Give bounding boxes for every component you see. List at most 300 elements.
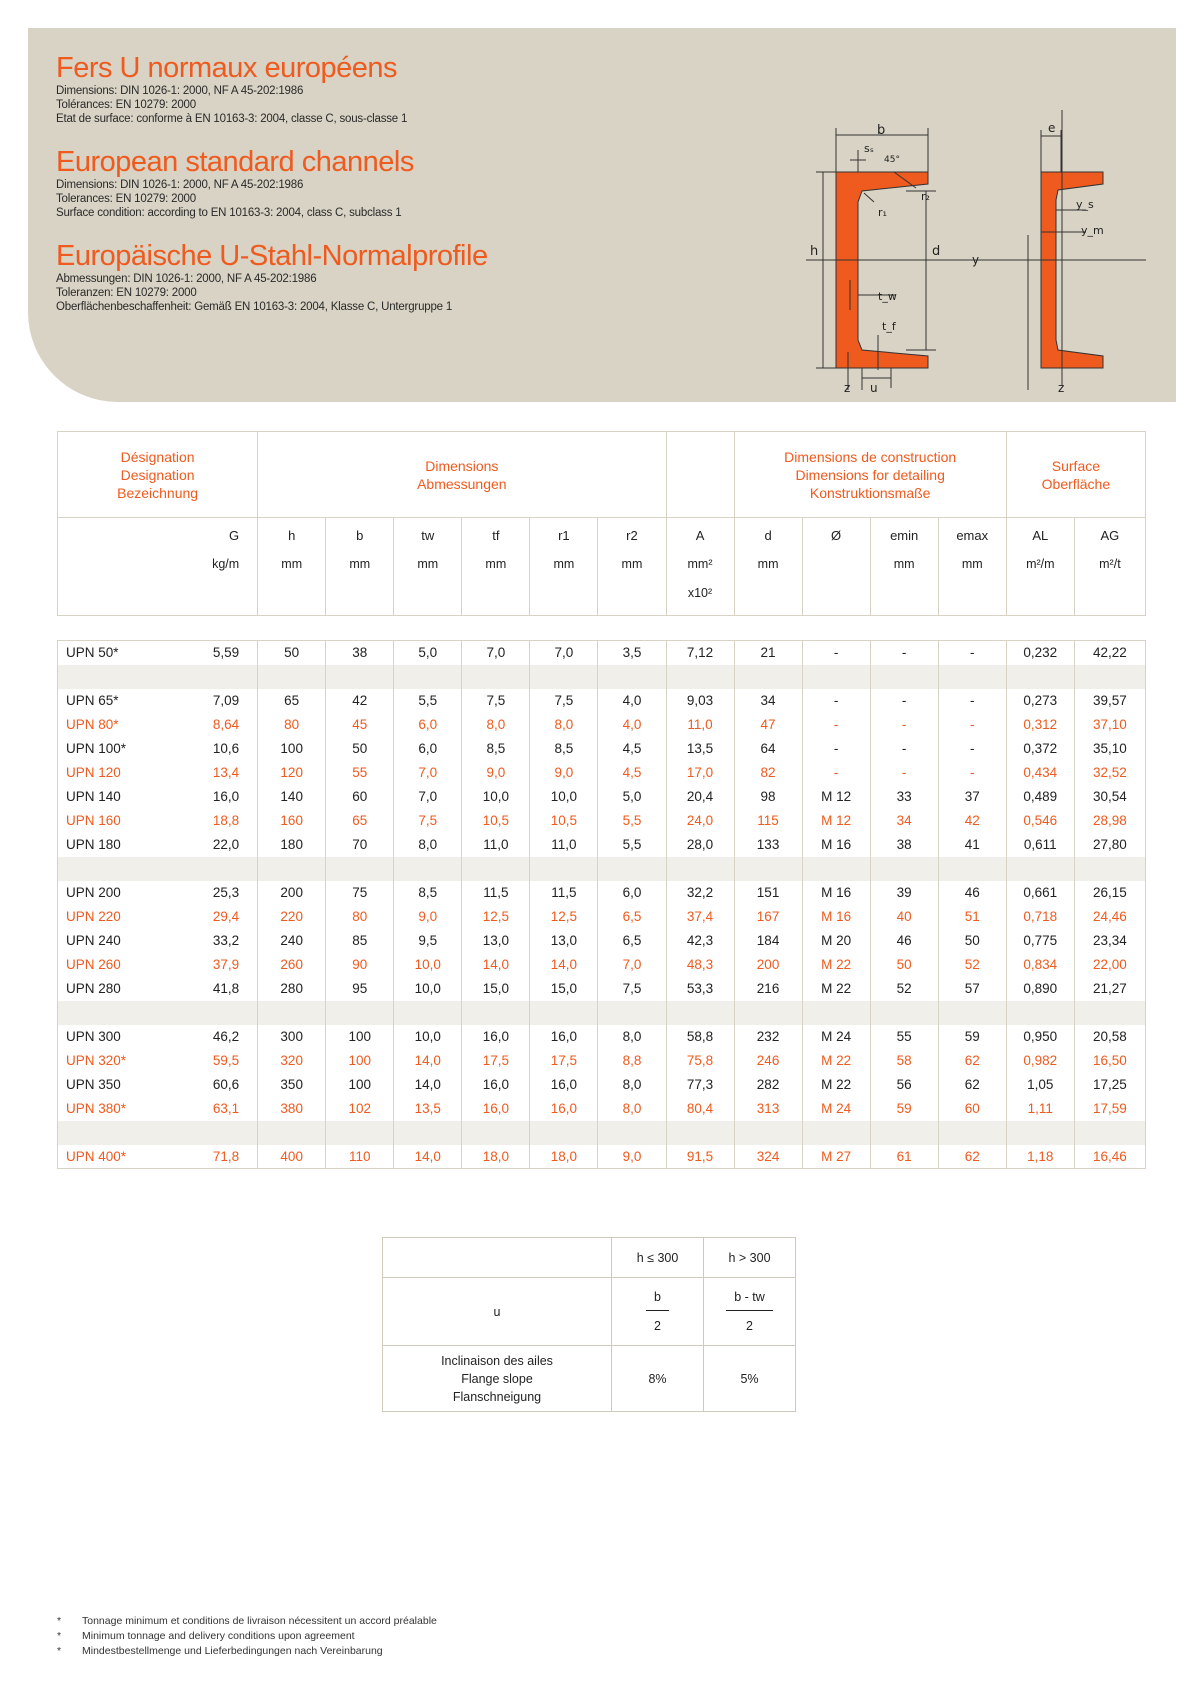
cell-o: - — [802, 737, 870, 761]
footnotes — [57, 1614, 437, 1659]
label-y: y — [972, 253, 980, 267]
cell-tw: 14,0 — [394, 1049, 462, 1073]
column-unit: mm — [553, 557, 575, 571]
gap-cell — [938, 857, 1006, 881]
cell-emax: 51 — [938, 905, 1006, 929]
label-tw: t_w — [878, 290, 897, 303]
label-ss: sₛ — [864, 142, 874, 155]
column-symbol: b — [356, 528, 364, 543]
table-row — [58, 737, 1146, 761]
cell-name: UPN 400* — [58, 1145, 156, 1169]
gap-cell — [666, 665, 734, 689]
cell-r1: 8,5 — [530, 737, 598, 761]
cell-emax: 62 — [938, 1145, 1006, 1169]
cell-b: 38 — [326, 641, 394, 665]
gap-cell — [462, 665, 530, 689]
cell-d: 133 — [734, 833, 802, 857]
cell-b: 70 — [326, 833, 394, 857]
cell-b: 60 — [326, 785, 394, 809]
cell-AL: 0,372 — [1006, 737, 1074, 761]
gap-cell — [1074, 857, 1145, 881]
column-symbol: AG — [1100, 528, 1120, 543]
cell-emin: - — [870, 641, 938, 665]
cell-h: 320 — [258, 1049, 326, 1073]
table-row — [58, 881, 1146, 905]
cell-r2: 6,5 — [598, 929, 666, 953]
table-row — [58, 929, 1146, 953]
table-row — [58, 953, 1146, 977]
table-row — [58, 1097, 1146, 1121]
cell-emax: 60 — [938, 1097, 1006, 1121]
label-r1: r₁ — [878, 206, 887, 219]
cell-emin: 33 — [870, 785, 938, 809]
cell-d: 64 — [734, 737, 802, 761]
cell-G: 29,4 — [156, 905, 258, 929]
column-unit — [803, 557, 870, 586]
column-unit: mm — [961, 557, 983, 571]
cell-o: M 24 — [802, 1097, 870, 1121]
column-unit — [66, 557, 156, 586]
column-symbol: AL — [1032, 528, 1049, 543]
cell-b: 110 — [326, 1145, 394, 1169]
gap-cell — [870, 665, 938, 689]
cell-tw: 13,5 — [394, 1097, 462, 1121]
cell-AL: 0,661 — [1006, 881, 1074, 905]
gap-cell — [734, 1121, 802, 1145]
cell-o: - — [802, 713, 870, 737]
table-row — [58, 641, 1146, 665]
cell-AG: 27,80 — [1074, 833, 1145, 857]
gap-cell — [598, 1121, 666, 1145]
cell-name: UPN 140 — [58, 785, 156, 809]
gap-cell — [1074, 665, 1145, 689]
cell-emin: 52 — [870, 977, 938, 1001]
cell-b: 100 — [326, 1049, 394, 1073]
fraction-denominator: 2 — [654, 1319, 661, 1333]
header-line: Etat de surface: conforme à EN 10163-3: 2004, classe C, sous-classe 1 — [56, 113, 408, 125]
gap-cell — [326, 1121, 394, 1145]
cell-AL: 0,489 — [1006, 785, 1074, 809]
cell-AG: 35,10 — [1074, 737, 1145, 761]
cell-h: 240 — [258, 929, 326, 953]
gap-cell — [666, 1121, 734, 1145]
header-text: Dimensions de construction — [784, 448, 957, 465]
cell-b: 45 — [326, 713, 394, 737]
cell-AL: 1,11 — [1006, 1097, 1074, 1121]
cell-b: 42 — [326, 689, 394, 713]
cell-r2: 5,5 — [598, 833, 666, 857]
gap-cell — [394, 1121, 462, 1145]
gap-cell — [1006, 1121, 1074, 1145]
gap-cell — [802, 1001, 870, 1025]
cell-d: 232 — [734, 1025, 802, 1049]
column-symbol: r2 — [626, 528, 638, 543]
gap-cell — [870, 1001, 938, 1025]
gap-cell — [394, 857, 462, 881]
gap-cell — [530, 1121, 598, 1145]
cell-emax: 37 — [938, 785, 1006, 809]
column-header-A — [666, 518, 734, 616]
flange-slope-row — [383, 1346, 796, 1412]
gap-cell — [598, 857, 666, 881]
cell-emax: 46 — [938, 881, 1006, 905]
slope-value-1: 8% — [612, 1346, 704, 1412]
cell-AG: 22,00 — [1074, 953, 1145, 977]
cell-A: 80,4 — [666, 1097, 734, 1121]
gap-cell — [666, 857, 734, 881]
cell-emax: - — [938, 689, 1006, 713]
cell-emax: 52 — [938, 953, 1006, 977]
cell-tw: 8,5 — [394, 881, 462, 905]
column-symbol: r1 — [558, 528, 570, 543]
gap-cell — [258, 857, 326, 881]
header-panel — [28, 28, 1176, 402]
cell-r1: 17,5 — [530, 1049, 598, 1073]
gap-cell — [156, 1121, 258, 1145]
column-unit: mm — [485, 557, 507, 571]
cell-A: 11,0 — [666, 713, 734, 737]
cell-d: 167 — [734, 905, 802, 929]
header-line: Toleranzen: EN 10279: 2000 — [56, 287, 197, 299]
cell-AL: 0,890 — [1006, 977, 1074, 1001]
cell-r2: 8,8 — [598, 1049, 666, 1073]
table-row — [58, 713, 1146, 737]
column-symbol: tf — [492, 528, 500, 543]
gap-cell — [598, 665, 666, 689]
cell-AL: 0,312 — [1006, 713, 1074, 737]
table-row — [58, 1145, 1146, 1169]
cell-name: UPN 280 — [58, 977, 156, 1001]
cell-r2: 9,0 — [598, 1145, 666, 1169]
cell-AG: 30,54 — [1074, 785, 1145, 809]
cell-r1: 16,0 — [530, 1073, 598, 1097]
gap-cell — [156, 665, 258, 689]
gap-cell — [156, 1001, 258, 1025]
cell-d: 324 — [734, 1145, 802, 1169]
column-symbol: h — [288, 528, 296, 543]
header-line: Surface condition: according to EN 10163-3: 2004, class C, subclass 1 — [56, 207, 402, 219]
cell-emin: 59 — [870, 1097, 938, 1121]
cell-AG: 20,58 — [1074, 1025, 1145, 1049]
cell-o: M 12 — [802, 809, 870, 833]
column-header-emin — [870, 518, 938, 616]
slope-label: Flanschneigung — [452, 1389, 542, 1404]
cell-name: UPN 350 — [58, 1073, 156, 1097]
cell-A: 20,4 — [666, 785, 734, 809]
cell-G: 18,8 — [156, 809, 258, 833]
gap-cell — [870, 857, 938, 881]
label-z: z — [844, 381, 851, 395]
cell-emin: - — [870, 713, 938, 737]
cell-d: 282 — [734, 1073, 802, 1097]
column-header-tf — [462, 518, 530, 616]
cell-A: 37,4 — [666, 905, 734, 929]
cell-tw: 10,0 — [394, 953, 462, 977]
column-unit: kg/m — [212, 557, 240, 571]
footnote-star: * — [57, 1630, 62, 1642]
cell-d: 313 — [734, 1097, 802, 1121]
cell-r2: 5,0 — [598, 785, 666, 809]
header-block-en — [56, 146, 414, 220]
cell-AL: 0,546 — [1006, 809, 1074, 833]
cell-d: 21 — [734, 641, 802, 665]
gap-cell — [258, 1001, 326, 1025]
header-line: Abmessungen: DIN 1026-1: 2000, NF A 45-202:1986 — [56, 273, 317, 285]
cell-h: 50 — [258, 641, 326, 665]
fraction-denominator: 2 — [746, 1319, 753, 1333]
label-b: b — [877, 123, 886, 138]
cell-r2: 4,0 — [598, 713, 666, 737]
header-line: Oberflächenbeschaffenheit: Gemäß EN 10163-3: 2004, Klasse C, Untergruppe 1 — [56, 301, 453, 313]
title-en: European standard channels — [56, 146, 414, 178]
cell-name: UPN 200 — [58, 881, 156, 905]
cell-AG: 37,10 — [1074, 713, 1145, 737]
cell-G: 8,64 — [156, 713, 258, 737]
cell-AG: 23,34 — [1074, 929, 1145, 953]
cell-b: 100 — [326, 1073, 394, 1097]
column-unit: mm — [349, 557, 371, 571]
cell-tf: 16,0 — [462, 1073, 530, 1097]
cell-tf: 11,5 — [462, 881, 530, 905]
cell-b: 90 — [326, 953, 394, 977]
header-text: Designation — [120, 466, 195, 483]
cell-r2: 8,0 — [598, 1097, 666, 1121]
header-block-fr — [56, 52, 407, 126]
header-text: Abmessungen — [417, 475, 507, 492]
cell-emin: - — [870, 737, 938, 761]
cell-h: 260 — [258, 953, 326, 977]
group-header-row — [58, 432, 1146, 518]
table-row — [58, 689, 1146, 713]
gap-cell — [734, 1001, 802, 1025]
column-header-AL — [1006, 518, 1074, 616]
cell-AG: 17,59 — [1074, 1097, 1145, 1121]
cell-o: M 22 — [802, 953, 870, 977]
cell-A: 17,0 — [666, 761, 734, 785]
cell-emin: 39 — [870, 881, 938, 905]
column-header-o — [802, 518, 870, 616]
gap-cell — [734, 665, 802, 689]
cell-o: M 24 — [802, 1025, 870, 1049]
cell-r1: 10,5 — [530, 809, 598, 833]
label-ym: y_m — [1081, 224, 1104, 237]
cell-AL: 0,775 — [1006, 929, 1074, 953]
footnote-text: Mindestbestellmenge und Lieferbedingungen nach Vereinbarung — [82, 1645, 383, 1657]
cell-AG: 26,15 — [1074, 881, 1145, 905]
cell-r1: 7,0 — [530, 641, 598, 665]
cell-G: 13,4 — [156, 761, 258, 785]
cell-r2: 7,5 — [598, 977, 666, 1001]
column-header-G — [156, 518, 258, 616]
cell-AG: 39,57 — [1074, 689, 1145, 713]
gap-cell — [938, 1121, 1006, 1145]
cell-d: 98 — [734, 785, 802, 809]
cell-name: UPN 80* — [58, 713, 156, 737]
column-unit: mm — [757, 557, 779, 571]
footnote-text: Tonnage minimum et conditions de livraison nécessitent un accord préalable — [82, 1615, 437, 1627]
cell-tw: 14,0 — [394, 1073, 462, 1097]
label-h: h — [810, 244, 819, 259]
cell-G: 59,5 — [156, 1049, 258, 1073]
column-header-r2 — [598, 518, 666, 616]
cell-r2: 4,5 — [598, 761, 666, 785]
cell-h: 300 — [258, 1025, 326, 1049]
u-formula-2 — [704, 1278, 796, 1346]
column-header-AG — [1074, 518, 1145, 616]
label-d: d — [932, 244, 941, 259]
cell-b: 75 — [326, 881, 394, 905]
cell-tf: 16,0 — [462, 1025, 530, 1049]
cell-emin: 55 — [870, 1025, 938, 1049]
cell-h: 220 — [258, 905, 326, 929]
cell-o: M 22 — [802, 1049, 870, 1073]
cell-tw: 7,0 — [394, 785, 462, 809]
cell-h: 140 — [258, 785, 326, 809]
label-z-right: z — [1058, 381, 1065, 395]
cell-G: 22,0 — [156, 833, 258, 857]
cell-name: UPN 160 — [58, 809, 156, 833]
cell-A: 91,5 — [666, 1145, 734, 1169]
cell-r2: 8,0 — [598, 1025, 666, 1049]
cell-tw: 7,0 — [394, 761, 462, 785]
cell-name: UPN 100* — [58, 737, 156, 761]
cell-A: 7,12 — [666, 641, 734, 665]
cell-A: 24,0 — [666, 809, 734, 833]
header-line: Tolerances: EN 10279: 2000 — [56, 193, 196, 205]
cell-AL: 0,273 — [1006, 689, 1074, 713]
cell-AL: 0,611 — [1006, 833, 1074, 857]
gap-cell — [734, 857, 802, 881]
header-line: Dimensions: DIN 1026-1: 2000, NF A 45-202:1986 — [56, 179, 304, 191]
column-symbol — [66, 528, 156, 557]
column-unit: mm — [417, 557, 439, 571]
cell-r1: 13,0 — [530, 929, 598, 953]
header-text: Dimensions — [425, 457, 499, 474]
header-text: Désignation — [120, 448, 195, 465]
gap-cell — [394, 665, 462, 689]
fraction-numerator: b - tw — [726, 1290, 773, 1311]
cell-tf: 14,0 — [462, 953, 530, 977]
cell-emax: - — [938, 737, 1006, 761]
cell-h: 160 — [258, 809, 326, 833]
channel-profile-left — [836, 172, 928, 368]
header-text: Konstruktionsmaße — [809, 484, 931, 501]
cell-emin: 38 — [870, 833, 938, 857]
gap-row — [58, 1121, 1146, 1145]
label-tf: t_f — [882, 320, 896, 333]
cell-tf: 8,5 — [462, 737, 530, 761]
cell-G: 41,8 — [156, 977, 258, 1001]
cell-AL: 0,718 — [1006, 905, 1074, 929]
cell-name: UPN 300 — [58, 1025, 156, 1049]
cell-name: UPN 65* — [58, 689, 156, 713]
table-row — [58, 977, 1146, 1001]
cell-G: 10,6 — [156, 737, 258, 761]
cell-b: 95 — [326, 977, 394, 1001]
fraction — [646, 1290, 669, 1333]
table-row — [58, 905, 1146, 929]
gap-cell — [326, 857, 394, 881]
cell-A: 53,3 — [666, 977, 734, 1001]
column-unit: mm — [893, 557, 915, 571]
cell-h: 180 — [258, 833, 326, 857]
gap-cell — [58, 857, 156, 881]
cell-AG: 24,46 — [1074, 905, 1145, 929]
cell-r2: 4,5 — [598, 737, 666, 761]
cell-o: M 12 — [802, 785, 870, 809]
cell-A: 42,3 — [666, 929, 734, 953]
cell-h: 280 — [258, 977, 326, 1001]
cell-emin: 56 — [870, 1073, 938, 1097]
header-line: Dimensions: DIN 1026-1: 2000, NF A 45-202:1986 — [56, 85, 304, 97]
gap-row — [58, 1001, 1146, 1025]
header-surface — [1006, 432, 1145, 518]
gap-cell — [394, 1001, 462, 1025]
cell-G: 5,59 — [156, 641, 258, 665]
column-symbol: tw — [421, 528, 435, 543]
cell-tw: 14,0 — [394, 1145, 462, 1169]
cell-d: 151 — [734, 881, 802, 905]
column-unit-multiplier: x10² — [687, 586, 713, 600]
cell-emin: 46 — [870, 929, 938, 953]
gap-row — [58, 857, 1146, 881]
gap-cell — [326, 1001, 394, 1025]
cell-tf: 7,0 — [462, 641, 530, 665]
cell-r1: 18,0 — [530, 1145, 598, 1169]
table-row — [58, 809, 1146, 833]
cell-d: 82 — [734, 761, 802, 785]
cell-b: 50 — [326, 737, 394, 761]
footnote — [57, 1644, 437, 1659]
cell-tw: 8,0 — [394, 833, 462, 857]
table-row — [58, 1049, 1146, 1073]
cell-emin: 50 — [870, 953, 938, 977]
cell-AG: 21,27 — [1074, 977, 1145, 1001]
u-label: u — [383, 1278, 612, 1346]
u-formula-1 — [612, 1278, 704, 1346]
cell-o: - — [802, 689, 870, 713]
cell-name: UPN 320* — [58, 1049, 156, 1073]
table-row — [58, 785, 1146, 809]
cell-G: 63,1 — [156, 1097, 258, 1121]
footnote — [57, 1614, 437, 1629]
cell-r1: 7,5 — [530, 689, 598, 713]
cell-emax: - — [938, 713, 1006, 737]
fraction — [726, 1290, 773, 1333]
flange-col-2: h > 300 — [704, 1238, 796, 1278]
gap-cell — [462, 1001, 530, 1025]
fraction-numerator: b — [646, 1290, 669, 1311]
footnote-star: * — [57, 1645, 62, 1657]
label-u: u — [870, 381, 878, 395]
column-symbol: emax — [956, 528, 989, 543]
cell-G: 33,2 — [156, 929, 258, 953]
cell-tf: 16,0 — [462, 1097, 530, 1121]
cell-AG: 17,25 — [1074, 1073, 1145, 1097]
footnote-text: Minimum tonnage and delivery conditions upon agreement — [82, 1630, 355, 1642]
cell-o: - — [802, 761, 870, 785]
cell-name: UPN 380* — [58, 1097, 156, 1121]
gap-cell — [598, 1001, 666, 1025]
cell-tw: 7,5 — [394, 809, 462, 833]
gap-cell — [1074, 1001, 1145, 1025]
cell-tw: 10,0 — [394, 1025, 462, 1049]
flange-header-empty — [383, 1238, 612, 1278]
column-unit: mm — [281, 557, 303, 571]
cell-emax: - — [938, 761, 1006, 785]
column-symbol: Ø — [831, 528, 842, 543]
cell-h: 380 — [258, 1097, 326, 1121]
